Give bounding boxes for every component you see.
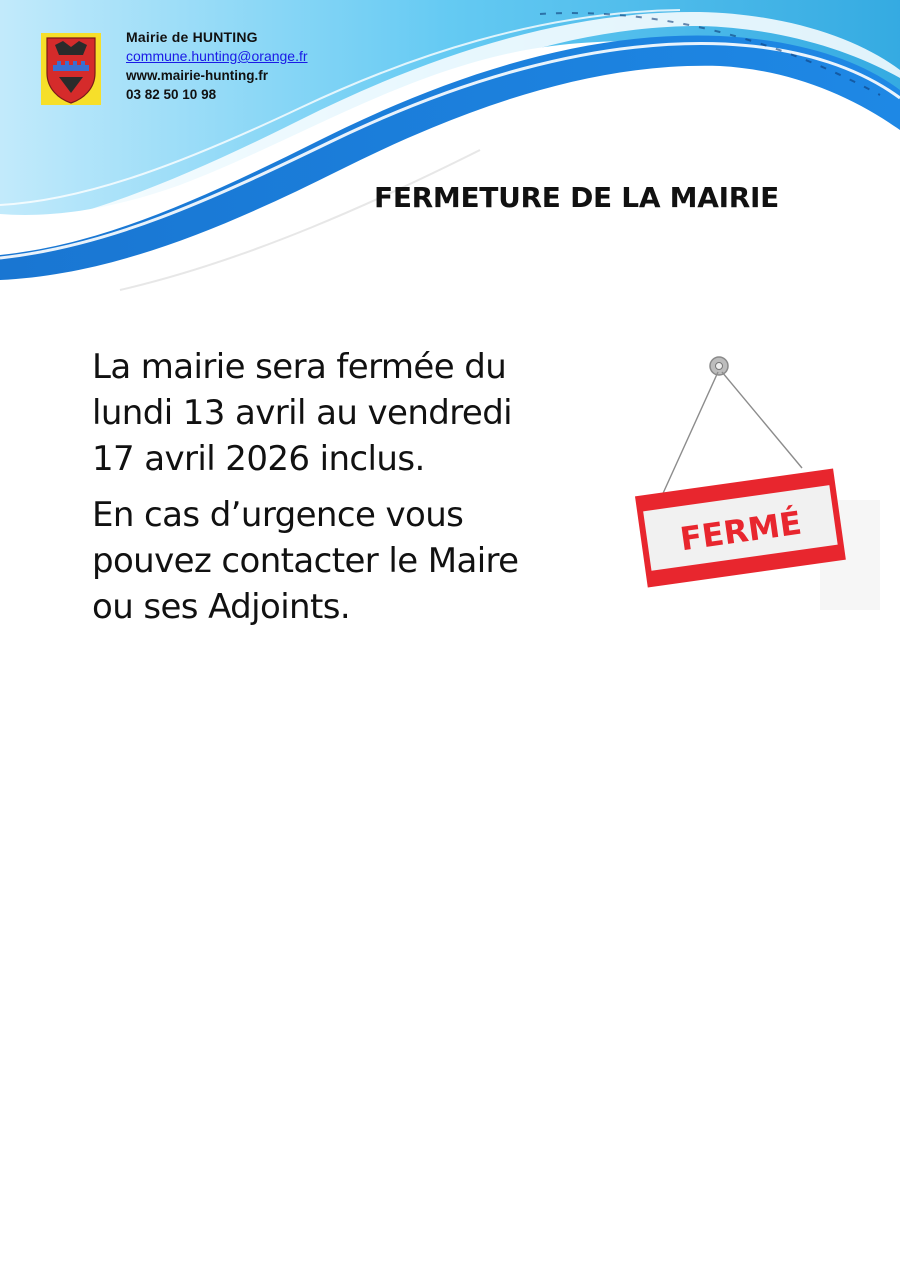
closed-sign-image bbox=[630, 350, 880, 615]
organization-name: Mairie de HUNTING bbox=[126, 29, 258, 45]
closure-dates-paragraph: La mairie sera fermée du lundi 13 avril au vendredi 17 avril 2026 inclus. bbox=[92, 347, 513, 479]
phone-number: 03 82 50 10 98 bbox=[126, 87, 217, 102]
email-link[interactable]: commune.hunting@orange.fr bbox=[126, 48, 308, 64]
page-title: FERMETURE DE LA MAIRIE bbox=[374, 181, 779, 214]
coat-of-arms-logo bbox=[41, 33, 101, 105]
notice-body bbox=[92, 344, 562, 640]
emergency-contact-paragraph: En cas d’urgence vous pouvez contacter le Maire ou ses Adjoints. bbox=[92, 495, 519, 627]
contact-block bbox=[126, 28, 308, 104]
sign-label: FERMÉ bbox=[677, 503, 804, 559]
website-text: www.mairie-hunting.fr bbox=[126, 68, 269, 83]
